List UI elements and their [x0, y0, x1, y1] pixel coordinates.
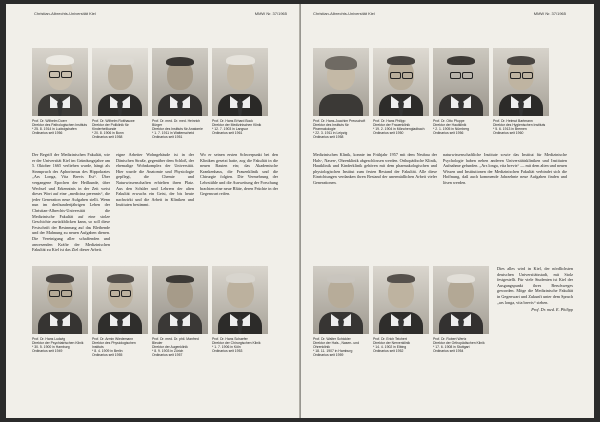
right-page-issue: MMW Nr. 37/1965 — [533, 11, 566, 16]
portrait-caption: Prof. Dr. Hans Philipp Direktor der Frauenklinik * 19. 2. 1904 in Mönchengladbach Ordinarius seit 1950 — [373, 119, 425, 135]
right-page — [301, 4, 594, 418]
portrait-card — [152, 266, 208, 357]
portrait-card — [493, 48, 549, 139]
portrait-photo — [212, 48, 268, 116]
portrait-card — [433, 266, 489, 357]
body-text-column: eigne Arbeiter Wohngebäude ist in der Dänischen Straße, gegenüber dem Schloß, der ehemalige Wohnkomplex der Universität. Hier wurde die Anatomie und Physiologie gepflegt, die Chemie und Naturwissenschaften erhielten ihren Platz. Aus den Schüler und Lehrern der alten Fakultät erwuchs ein Geist, der bis heute nachwirkt und die Arbeit in Kliniken und Instituten bestimmt. — [116, 152, 194, 208]
portrait-caption: Prof. Dr. Robert Wertz Direktor der Orthopädischen Klinik * 17. 6. 1908 in Stuttgart Ordinarius seit 1954 — [433, 337, 485, 353]
portrait-photo — [373, 48, 429, 116]
portrait-photo — [152, 48, 208, 116]
left-page-issue: MMW Nr. 37/1965 — [254, 11, 287, 16]
portrait-card — [433, 48, 489, 139]
right-page-header: Christian-Albrechts-Universität Kiel — [313, 11, 375, 16]
portrait-card — [373, 48, 429, 139]
body-text-column: Der Begriff der Medizinischen Fakultät, wie er der Universität Kiel im Gründungsjahre am 5. Oktober 1665 verliehen wurde, hängt als Sinnspruch des Aphorismus des Hippokrates „Ars Longa, Vita Brevis Est“. Über vergangene Epochen der Heilkunde, über Wechsel und Erkenntnis in der Zeit weist dieses Wort auf eine „medicina perennis“, die jeder Generation neue Aufgaben stellt. Wenn nun im dreihundertjährigen Leben der Christian-Albrechts-Universität die Medizinische Fakultät auf eine stolze Geschichte zurückblicken kann, so soll diese Festschrift der Besinnung auf das Bleibende und der Mahnung zu neuen Aufgaben dienen. Die Vereinigung aller schaffenden und anwesenden Kräfte der Medizinischen Fakultät zu Kiel ist das Ziel dieser Arbeit. — [32, 152, 110, 253]
portrait-caption: Prof. Dr. Wilhelm Rotthauwe Direktor der Poliklinik für Kinderheilkunde * 20. 8. 1906 in Bonn Ordinarius seit 1958 — [92, 119, 135, 139]
portrait-photo — [32, 266, 88, 334]
portrait-photo — [92, 266, 148, 334]
left-page — [6, 4, 299, 418]
portrait-caption: Prof. Dr. med. Dr. med. Heinrich Bürger Direktor des Instituts für Anatomie * 1. 7. 1911 in Wattenscheid Ordinarius seit 1951 — [152, 119, 203, 139]
portrait-card — [92, 48, 148, 139]
portrait-caption: Prof. Dr. Hans-Joachim Preuschoft Direktor des Instituts für Pharmakologie * 22. 3. 1911 in Leipzig Ordinarius seit 1958 — [313, 119, 366, 139]
closing-text-column — [497, 266, 573, 408]
portrait-photo — [433, 48, 489, 116]
portrait-caption: Prof. Dr. Otto Pfuppe Direktor der Hautklinik * 2. 1. 1905 in Nürnberg Ordinarius seit 1956 — [433, 119, 470, 135]
body-text-column: naturwissenschaftliche Institute sowie das Institut für Medizinische Psychologie haben neben anderen Universitätskliniken und Instituten Aufnahme gefunden. „Ars longa, vita brevis“ — mit dem alten und neuen Wissen und Institutionen der Medizinischen Fakultät verbindet sich die Hoffnung, daß auch kommende Jahrzehnte neue Aufgaben finden und lösen werden. — [443, 152, 567, 185]
portrait-photo — [433, 266, 489, 334]
portrait-card — [92, 266, 148, 357]
portrait-caption: Prof. Dr. Wilhelm Doerr Direktor des Pathologischen Instituts * 25. 8. 1914 in Ludwigshafen Ordinarius seit 1956 — [32, 119, 88, 135]
portrait-caption: Prof. Dr. Armin Wiedemann Direktor des Physiologischen Instituts * 8. 4. 1909 in Berlin Ordinarius seit 1955 — [92, 337, 136, 357]
body-text-column: Wo er seinen ersten Schwerpunkt bei den Kliniken gesetzt hatte, zog die Fakultät in die neuen Bauten ein; das Akademische Krankenhaus, die Frauenklinik und die Chirurgie folgten. Die Vermehrung der Lehrstühle und die Ausweitung der Forschung brachten eine neue Blüte, deren Früchte in der Gegenwart reifen. — [200, 152, 278, 197]
portrait-card — [152, 48, 208, 139]
portrait-photo — [212, 266, 268, 334]
left-top-portrait-row — [32, 48, 272, 139]
portrait-caption: Prof. Dr. Erich Teichert Direktor der Nervenklinik * 14. 4. 1902 in Elbing Ordinarius seit 1952 — [373, 337, 411, 353]
portrait-caption: Prof. Dr. Helmut Bartmann Direktor des Hygienischen Instituts * 5. 6. 1913 in Bremen Ordinarius seit 1960 — [493, 119, 546, 135]
portrait-photo — [313, 266, 369, 334]
portrait-caption: Prof. Dr. Hans Ludwig Direktor der Psychiatrischen Klinik * 30. 5. 1900 in Hamburg Ordinarius seit 1949 — [32, 337, 84, 353]
portrait-photo — [92, 48, 148, 116]
portrait-card — [313, 48, 369, 139]
right-top-portrait-row — [313, 48, 553, 139]
portrait-caption: Prof. Dr. Walter Schickler Direktor der Hals-, Nasen- und Ohrenklinik * 18. 11. 1907 in Hamburg Ordinarius seit 1959 — [313, 337, 359, 357]
portrait-photo — [313, 48, 369, 116]
left-page-header: Christian-Albrechts-Universität Kiel — [34, 11, 96, 16]
closing-text: Dies alles wird in Kiel, der nördlichsten deutschen Universitätsstadt, mit Stolz festgestellt. Für viele Studenten ist Kiel der Ausgangspunkt ihres Berufsweges geworden. Möge die Medizinische Fakultät in Gegenwart und Zukunft unter dem Spruch „ars longa, vita brevis“ stehen. — [497, 266, 573, 305]
portrait-photo — [152, 266, 208, 334]
portrait-card — [32, 48, 88, 139]
left-bottom-portrait-row — [32, 266, 272, 357]
portrait-caption: Prof. Dr. med. Dr. phil. Manfred Bleuler Direktor der Augenklinik * 8. 9. 1903 in Zürich Ordinarius seit 1957 — [152, 337, 199, 357]
portrait-caption: Prof. Dr. Hans Erhard Bock Direktor der Medizinischen Klinik * 12. 7. 1903 in Langsur Ordinarius seit 1961 — [212, 119, 262, 135]
portrait-photo — [493, 48, 549, 116]
portrait-caption: Prof. Dr. Hans Schaefer Direktor der Chirurgischen Klinik * 1. 7. 1906 in Köln Ordinarius seit 1953 — [212, 337, 261, 353]
body-text-column: Medizinischen Klinik, konnte im Frühjahr 1957 mit dem Neubau der Hals-, Nasen-, Ohrenklinik abgeschlossen werden. Orthopädische Klinik, Hautklinik und Kinderklinik gehören mit dem pharmakologischen und physiologischen Institut zum festen Bestand der Fakultät. Alle diese Einrichtungen verdanken ihren Bestand der unermüdlichen Arbeit vieler Generationen. — [313, 152, 437, 185]
portrait-card — [313, 266, 369, 357]
portrait-photo — [32, 48, 88, 116]
portrait-card — [32, 266, 88, 357]
author-signoff: Prof. Dr. med. E. Philipp — [531, 307, 573, 313]
portrait-card — [212, 266, 268, 357]
right-bottom-portrait-row — [313, 266, 493, 357]
portrait-card — [212, 48, 268, 139]
portrait-card — [373, 266, 429, 357]
portrait-photo — [373, 266, 429, 334]
